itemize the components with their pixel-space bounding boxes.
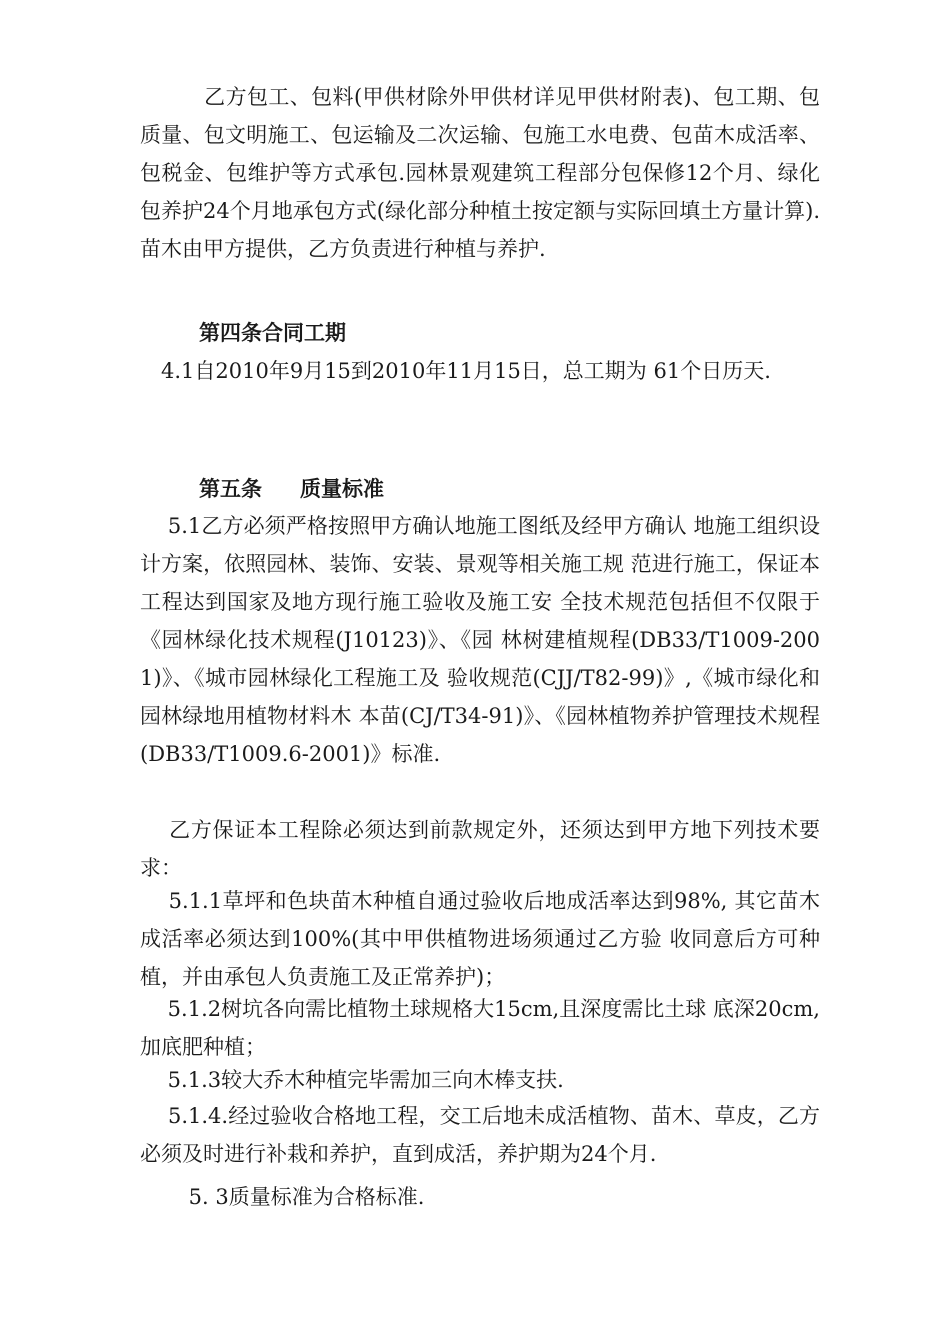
scope-paragraph: 乙方包工、包料(甲供材除外甲供材详见甲供材附表)、包工期、包质量、包文明施工、包运输及二次运输、包施工水电费、包苗木成活率、包税金、包维护等方式承包.园林景观建筑工程部分包保修12个月、绿化包养护24个月地承包方式(绿化部分种植土按定额与实际回填土方量计算).苗木由甲方提供，乙方负责进行种植与养护. — [140, 85, 820, 261]
clause-5-1: 5.1乙方必须严格按照甲方确认地施工图纸及经甲方确认 地施工组织设计方案，依照园林、装饰、安装、景观等相关施工规 范进行施工，保证本工程达到国家及地方现行施工验收及施工安 全技术规范包括但不仅限于《园林绿化技术规程(J10123)》、《园 林树建植规程(DB33/T1009-2001)》、《城市园林绿化工程施工及 验收规范(CJJ/T82-99)》,《城市绿化和园林绿地用植物材料木 本苗(CJ/T34-91)》、《园林植物养护管理技术规程 (DB33/T1009.6-2001)》标准. — [140, 514, 820, 766]
clause-5-3: 5. 3质量标准为合格标准. — [140, 1185, 425, 1209]
clause-5-1-3: 5.1.3较大乔木种植完毕需加三向木棒支扶. — [140, 1068, 564, 1092]
clause-5-1-2: 5.1.2树坑各向需比植物土球规格大15cm,且深度需比土球 底深20cm,加底肥种植； — [140, 997, 820, 1059]
section-5-title: 质量标准 — [300, 477, 384, 501]
section-5-number: 第五条 — [199, 477, 262, 501]
extra-requirements-intro: 乙方保证本工程除必须达到前款规定外，还须达到甲方地下列技术要求： — [140, 818, 820, 880]
section-4-heading: 第四条合同工期 — [199, 321, 346, 345]
clause-5-1-4: 5.1.4.经过验收合格地工程，交工后地未成活植物、苗木、草皮，乙方必须及时进行补栽和养护，直到成活，养护期为24个月. — [140, 1104, 820, 1166]
clause-5-1-1: 5.1.1草坪和色块苗木种植自通过验收后地成活率达到98%, 其它苗木成活率必须达到100%(其中甲供植物进场须通过乙方验 收同意后方可种植，并由承包人负责施工及正常养护)； — [140, 889, 820, 989]
section-5-heading — [199, 474, 384, 504]
clause-4-1: 4.1自2010年9月15到2010年11月15日，总工期为 61个日历天. — [140, 359, 771, 383]
